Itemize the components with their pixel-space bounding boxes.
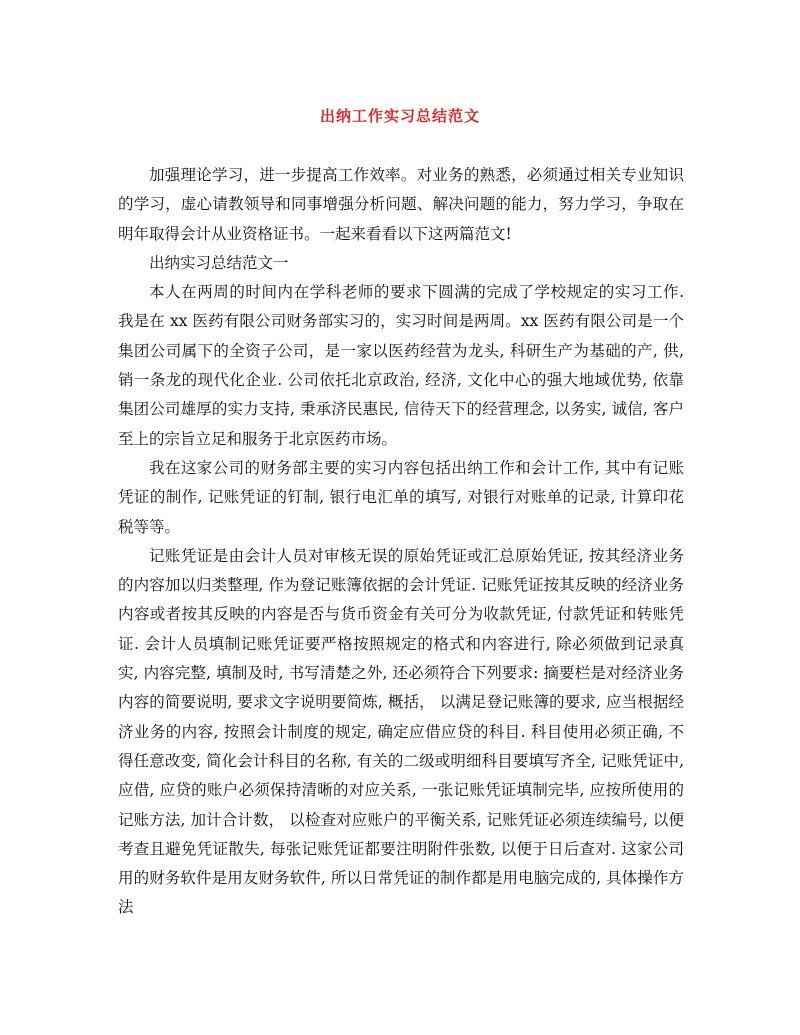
body-paragraph: 记账凭证是由会计人员对审核无误的原始凭证或汇总原始凭证, 按其经济业务的内容加以归类整理, 作为登记账簿依据的会计凭证. 记账凭证按其反映的经济业务内容或者按其反映的内容是否与货币资金有关可分为收款凭证, 付款凭证和转账凭证. 会计人员填制记账凭证要严格按照规定的格式和内容进行, 除必须做到记录真实, 内容完整, 填制及时, 书写清楚之外, 还必须符合下列要求: 摘要栏是对经济业务内容的简要说明, 要求文字说明要简炼, 概括， 以满足登记账簿的要求, 应当根据经济业务的内容, 按照会计制度的规定, 确定应借应贷的科目. 科目使用必须正确, 不得任意改变, 简化会计科目的名称, 有关的二级或明细科目要填写齐全, 记账凭证中, 应借, 应贷的账户必须保持清晰的对应关系, 一张记账凭证填制完毕, 应按所使用的记账方法, 加计合计数， 以检查对应账户的平衡关系, 记账凭证必须连续编号, 以便考查且避免凭证散失, 每张记账凭证都要注明附件张数, 以便于日后查对. 这家公司用的财务软件是用友财务软件, 所以日常凭证的制作都是用电脑完成的, 具体操作方法 [118,546,684,917]
document-title: 出纳工作实习总结范文 [319,107,480,125]
intro-paragraph: 加强理论学习，进一步提高工作效率。对业务的熟悉，必须通过相关专业知识的学习，虚心请教领导和同事增强分析问题、解决问题的能力，努力学习，争取在明年取得会计从业资格证书。一起来看看以下这两篇范文! [118,166,684,243]
body-paragraph: 我在这家公司的财务部主要的实习内容包括出纳工作和会计工作, 其中有记账凭证的制作, 记账凭证的钉制, 银行电汇单的填写, 对银行对账单的记录, 计算印花税等等。 [118,458,684,536]
body-paragraph: 本人在两周的时间内在学科老师的要求下圆满的完成了学校规定的实习工作. 我是在 xx 医药有限公司财务部实习的，实习时间是两周。xx 医药有限公司是一个集团公司属下的全资子公司，是一家以医药经营为龙头, 科研生产为基础的产, 供, 销一条龙的现代化企业. 公司依托北京政治, 经济, 文化中心的强大地域优势, 依靠集团公司雄厚的实力支持, 秉承济民惠民, 信待天下的经营理念, 以务实, 诚信, 客户至上的宗旨立足和服务于北京医药市场。 [118,283,684,448]
document-body [118,161,684,923]
section-heading: 出纳实习总结范文一 [149,253,289,272]
